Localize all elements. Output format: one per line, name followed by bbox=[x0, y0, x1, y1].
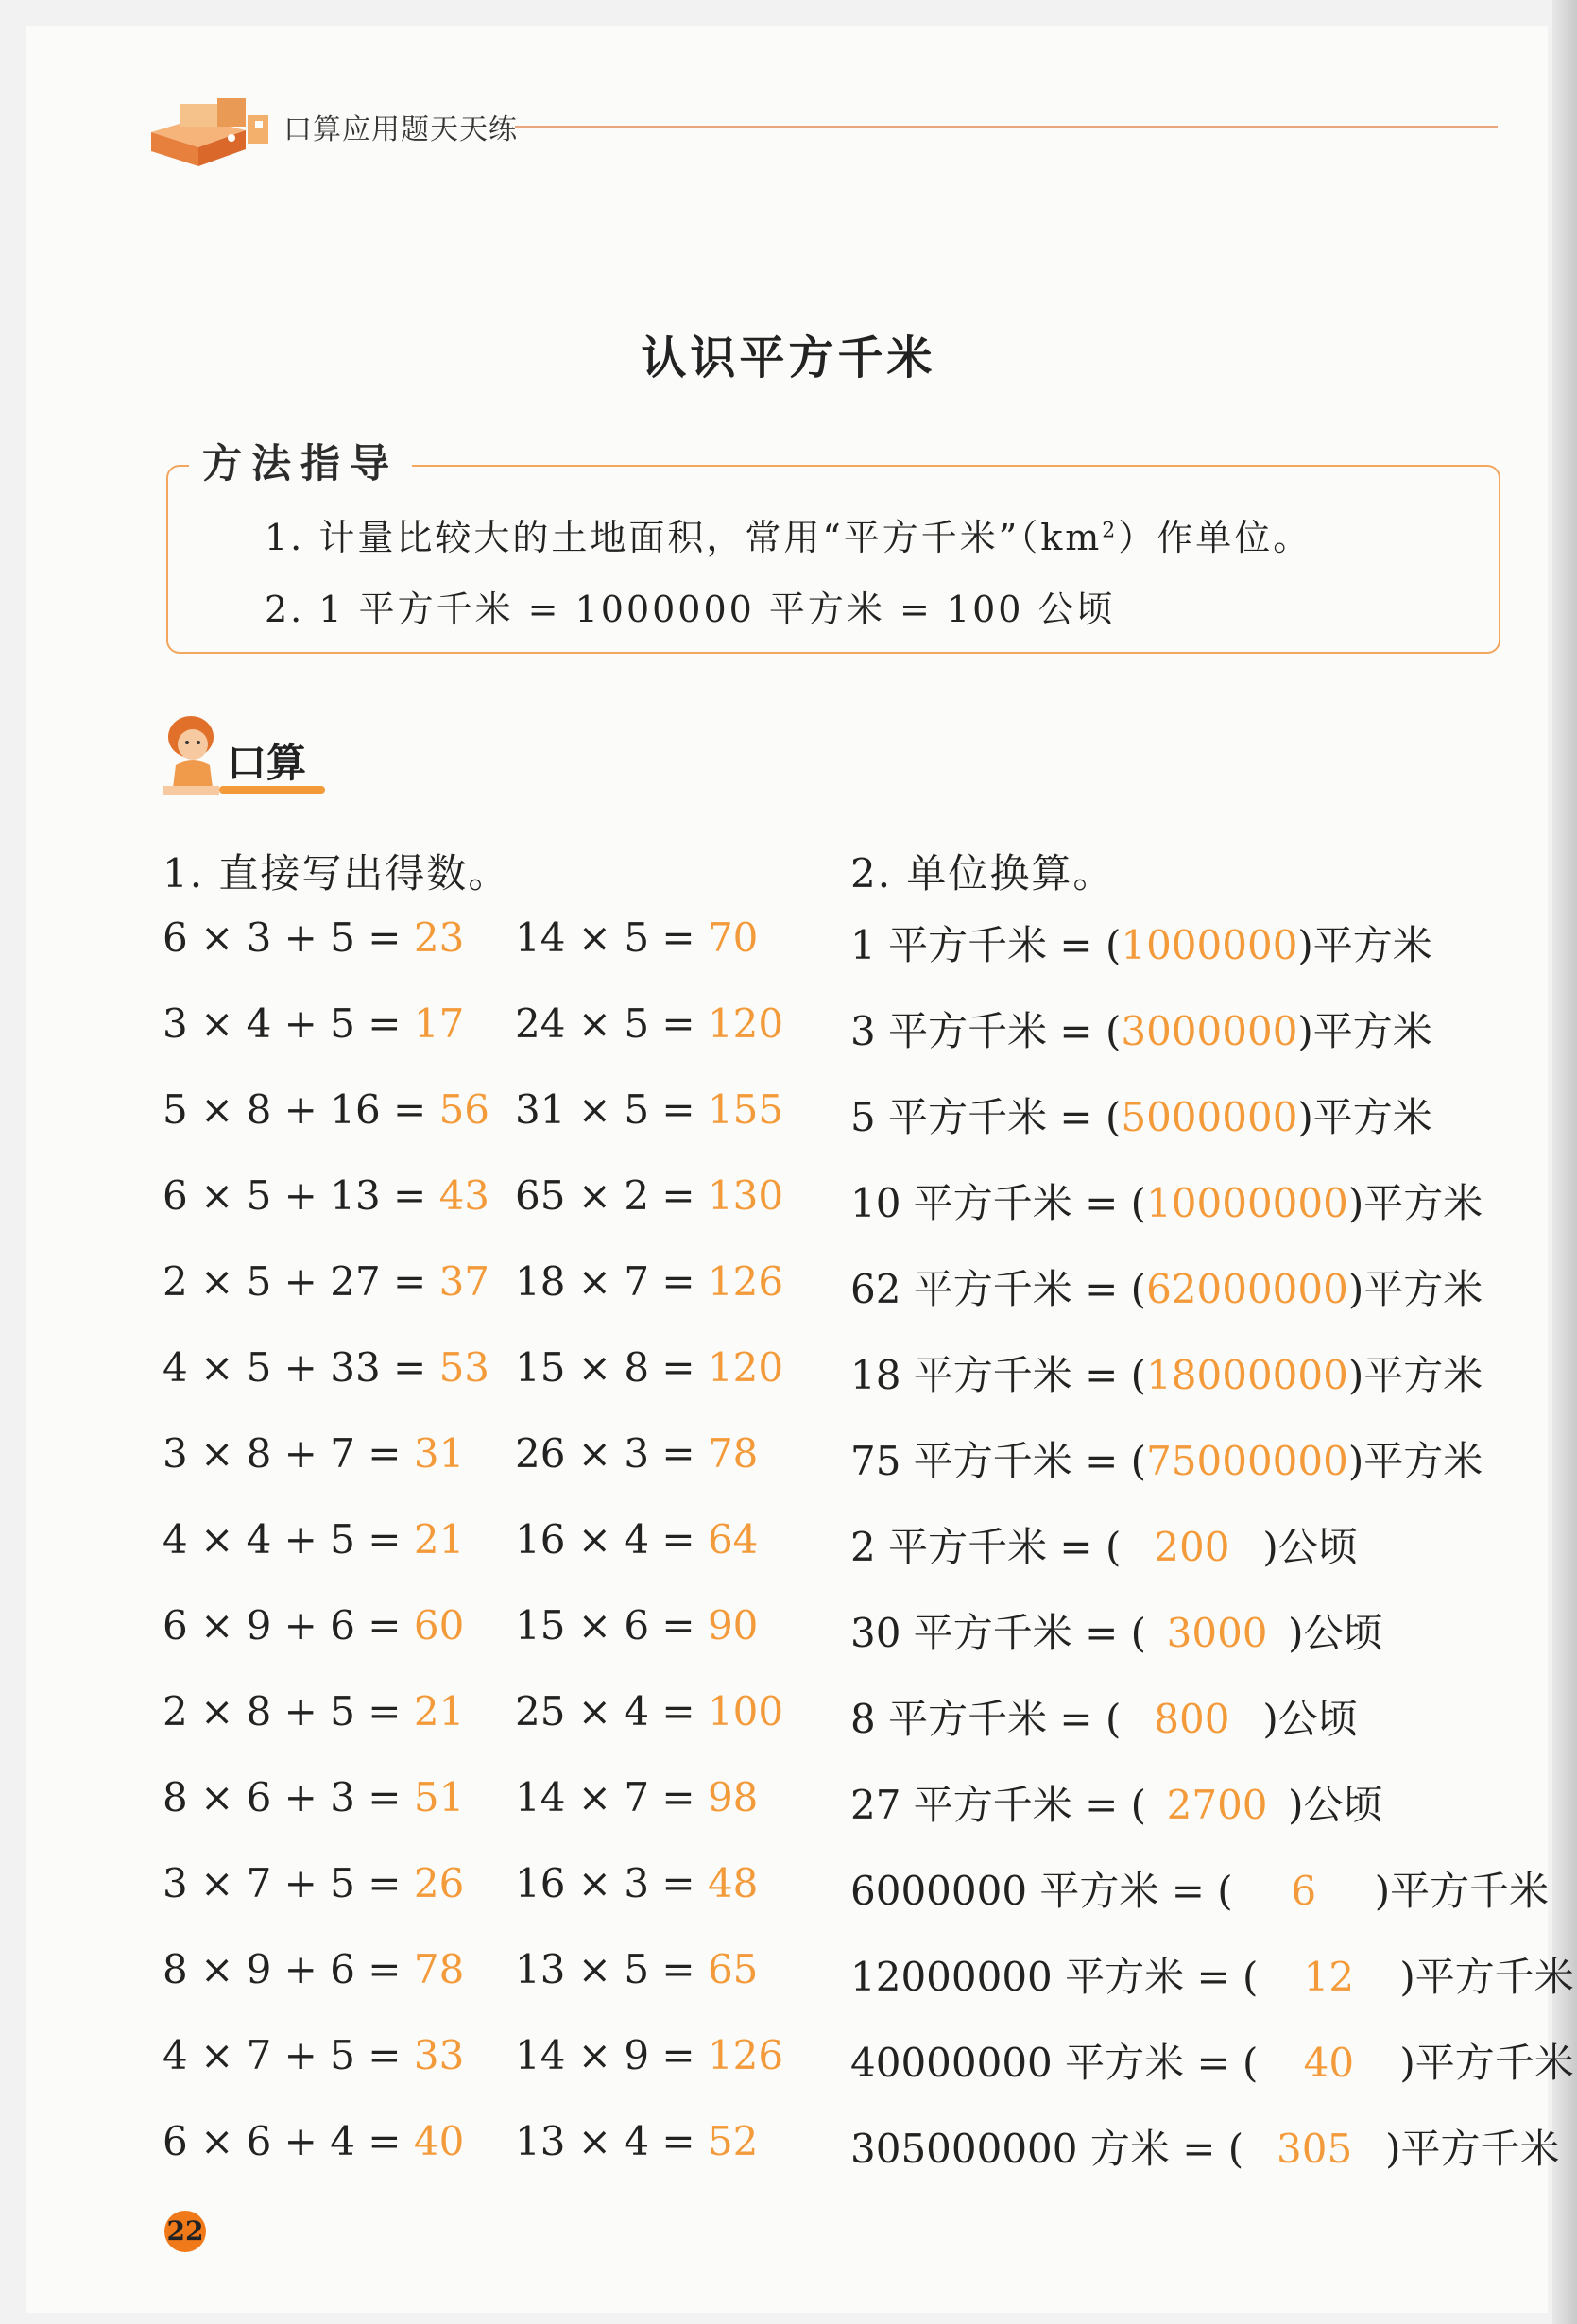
equation-row bbox=[515, 1860, 783, 1946]
section-underline bbox=[219, 786, 325, 794]
conversion-row bbox=[850, 1774, 1574, 1860]
conversion-prefix: 8 平方千米 = ( bbox=[850, 1696, 1122, 1742]
equation-expression: 4 × 5 + 33 = bbox=[163, 1344, 439, 1391]
conversion-prefix: 30 平方千米 = ( bbox=[850, 1610, 1147, 1656]
conversion-unit: )平方米 bbox=[1347, 1352, 1483, 1398]
equation-expression: 5 × 8 + 16 = bbox=[163, 1086, 439, 1133]
equation-expression: 65 × 2 = bbox=[515, 1172, 708, 1219]
equation-expression: 8 × 6 + 3 = bbox=[163, 1774, 414, 1820]
method-line-1-superscript: 2 bbox=[1102, 519, 1119, 543]
conversion-answer: 12 bbox=[1303, 1954, 1355, 2000]
conversion-row bbox=[850, 1430, 1574, 1516]
equation-row bbox=[515, 1344, 783, 1430]
equation-expression: 4 × 4 + 5 = bbox=[163, 1516, 414, 1563]
equation-row bbox=[515, 1602, 783, 1688]
equation-answer: 120 bbox=[707, 1344, 784, 1391]
equation-row bbox=[163, 1258, 489, 1344]
conversion-answer: 3000000 bbox=[1121, 1008, 1298, 1054]
equation-row bbox=[163, 1688, 489, 1774]
equation-expression: 6 × 5 + 13 = bbox=[163, 1172, 439, 1219]
equation-row bbox=[163, 1000, 489, 1086]
conversion-unit: )公顷 bbox=[1262, 1696, 1358, 1742]
equation-row bbox=[163, 1774, 489, 1860]
conversion-row bbox=[850, 1172, 1574, 1258]
conversion-answer: 5000000 bbox=[1121, 1094, 1298, 1140]
conversion-unit: )公顷 bbox=[1262, 1524, 1358, 1570]
equation-answer: 120 bbox=[707, 1000, 784, 1047]
question-1-heading: 1. 直接写出得数。 bbox=[163, 850, 510, 897]
conversion-answer: 2700 bbox=[1166, 1782, 1268, 1828]
equation-answer: 21 bbox=[413, 1516, 465, 1563]
conversion-unit: )平方米 bbox=[1297, 1008, 1432, 1054]
equation-answer: 126 bbox=[707, 1258, 784, 1305]
equation-row bbox=[515, 1688, 783, 1774]
header-rule bbox=[515, 126, 1498, 128]
conversion-row bbox=[850, 1602, 1574, 1688]
conversion-prefix: 5 平方千米 = ( bbox=[850, 1094, 1122, 1140]
conversion-prefix: 27 平方千米 = ( bbox=[850, 1782, 1147, 1828]
conversion-prefix: 2 平方千米 = ( bbox=[850, 1524, 1122, 1570]
equation-row bbox=[163, 1086, 489, 1172]
conversion-row bbox=[850, 1516, 1574, 1602]
equation-row bbox=[163, 914, 489, 1000]
conversion-unit: )平方千米 bbox=[1385, 2126, 1560, 2172]
equation-answer: 31 bbox=[413, 1430, 465, 1477]
equation-answer: 64 bbox=[707, 1516, 759, 1563]
equation-expression: 15 × 6 = bbox=[515, 1602, 708, 1649]
conversion-prefix: 12000000 平方米 = ( bbox=[850, 1954, 1259, 2000]
conversion-row bbox=[850, 1860, 1574, 1946]
conversion-row bbox=[850, 1000, 1574, 1086]
equation-expression: 24 × 5 = bbox=[515, 1000, 708, 1047]
unit-conversion-column bbox=[850, 914, 1574, 2204]
conversion-row bbox=[850, 1946, 1574, 2032]
equation-row bbox=[515, 1516, 783, 1602]
equation-answer: 98 bbox=[707, 1774, 759, 1820]
conversion-row bbox=[850, 1344, 1574, 1430]
equation-answer: 17 bbox=[413, 1000, 465, 1047]
equation-row bbox=[163, 1172, 489, 1258]
equation-answer: 21 bbox=[413, 1688, 465, 1734]
page-number-badge: 22 bbox=[164, 2211, 206, 2252]
equation-expression: 16 × 3 = bbox=[515, 1860, 708, 1906]
equation-answer: 43 bbox=[438, 1172, 490, 1219]
equation-expression: 6 × 6 + 4 = bbox=[163, 2118, 414, 2164]
conversion-prefix: 1 平方千米 = ( bbox=[850, 922, 1122, 968]
equation-expression: 14 × 9 = bbox=[515, 2032, 708, 2078]
section-title: 口算 bbox=[227, 740, 307, 786]
mixed-calc-column bbox=[163, 914, 489, 2204]
conversion-answer: 6 bbox=[1291, 1868, 1317, 1914]
equation-expression: 26 × 3 = bbox=[515, 1430, 708, 1477]
equation-expression: 2 × 8 + 5 = bbox=[163, 1688, 414, 1734]
equation-answer: 60 bbox=[413, 1602, 465, 1649]
conversion-prefix: 62 平方千米 = ( bbox=[850, 1266, 1147, 1312]
conversion-prefix: 10 平方千米 = ( bbox=[850, 1180, 1147, 1226]
method-line-1 bbox=[265, 508, 1311, 560]
equation-row bbox=[163, 1344, 489, 1430]
equation-answer: 48 bbox=[707, 1860, 759, 1906]
equation-expression: 13 × 5 = bbox=[515, 1946, 708, 1992]
conversion-row bbox=[850, 1086, 1574, 1172]
conversion-row bbox=[850, 1258, 1574, 1344]
equation-row bbox=[163, 2032, 489, 2118]
question-2-heading: 2. 单位换算。 bbox=[850, 850, 1115, 897]
equation-row bbox=[163, 1602, 489, 1688]
conversion-row bbox=[850, 2118, 1574, 2204]
equation-answer: 37 bbox=[438, 1258, 490, 1305]
equation-row bbox=[515, 1086, 783, 1172]
conversion-answer: 200 bbox=[1154, 1524, 1230, 1570]
equation-row bbox=[163, 1860, 489, 1946]
conversion-unit: )平方米 bbox=[1297, 922, 1432, 968]
conversion-answer: 10000000 bbox=[1146, 1180, 1348, 1226]
equation-expression: 15 × 8 = bbox=[515, 1344, 708, 1391]
conversion-unit: )公顷 bbox=[1288, 1782, 1383, 1828]
equation-row bbox=[515, 1172, 783, 1258]
conversion-unit: )平方米 bbox=[1347, 1438, 1483, 1484]
conversion-prefix: 6000000 平方米 = ( bbox=[850, 1868, 1233, 1914]
equation-expression: 31 × 5 = bbox=[515, 1086, 708, 1133]
equation-row bbox=[515, 1946, 783, 2032]
equation-expression: 8 × 9 + 6 = bbox=[163, 1946, 414, 1992]
equation-expression: 2 × 5 + 27 = bbox=[163, 1258, 439, 1305]
equation-answer: 126 bbox=[707, 2032, 784, 2078]
equation-expression: 4 × 7 + 5 = bbox=[163, 2032, 414, 2078]
conversion-prefix: 305000000 方米 = ( bbox=[850, 2126, 1244, 2172]
conversion-prefix: 3 平方千米 = ( bbox=[850, 1008, 1122, 1054]
equation-answer: 33 bbox=[413, 2032, 465, 2078]
equation-row bbox=[515, 2118, 783, 2204]
conversion-answer: 1000000 bbox=[1121, 922, 1298, 968]
equation-row bbox=[515, 1000, 783, 1086]
conversion-unit: )平方米 bbox=[1347, 1180, 1483, 1226]
conversion-answer: 62000000 bbox=[1146, 1266, 1348, 1312]
header-title: 口算应用题天天练 bbox=[283, 113, 518, 146]
method-label: 方法指导 bbox=[189, 433, 412, 489]
conversion-answer: 75000000 bbox=[1146, 1438, 1348, 1484]
equation-row bbox=[515, 1258, 783, 1344]
equation-expression: 14 × 7 = bbox=[515, 1774, 708, 1820]
equation-answer: 65 bbox=[707, 1946, 759, 1992]
conversion-answer: 3000 bbox=[1166, 1610, 1268, 1656]
multiplication-column bbox=[515, 914, 783, 2204]
kid-mascot-icon bbox=[159, 710, 227, 801]
conversion-unit: )平方千米 bbox=[1399, 1954, 1574, 2000]
equation-expression: 6 × 3 + 5 = bbox=[163, 914, 414, 961]
equation-answer: 26 bbox=[413, 1860, 465, 1906]
equation-expression: 3 × 4 + 5 = bbox=[163, 1000, 414, 1047]
page-title: 认识平方千米 bbox=[641, 332, 936, 384]
equation-expression: 14 × 5 = bbox=[515, 914, 708, 961]
equation-row bbox=[515, 914, 783, 1000]
equation-answer: 70 bbox=[707, 914, 759, 961]
equation-answer: 52 bbox=[707, 2118, 759, 2164]
conversion-prefix: 40000000 平方米 = ( bbox=[850, 2040, 1259, 2086]
equation-answer: 130 bbox=[707, 1172, 784, 1219]
equation-expression: 3 × 7 + 5 = bbox=[163, 1860, 414, 1906]
equation-answer: 51 bbox=[413, 1774, 465, 1820]
equation-answer: 53 bbox=[438, 1344, 490, 1391]
equation-row bbox=[515, 2032, 783, 2118]
method-line-1-tail: ）作单位。 bbox=[1118, 517, 1312, 558]
conversion-answer: 800 bbox=[1154, 1696, 1230, 1742]
equation-row bbox=[163, 1516, 489, 1602]
equation-answer: 78 bbox=[707, 1430, 759, 1477]
blocks-logo-icon bbox=[142, 85, 283, 170]
equation-row bbox=[515, 1430, 783, 1516]
equation-answer: 78 bbox=[413, 1946, 465, 1992]
conversion-prefix: 75 平方千米 = ( bbox=[850, 1438, 1147, 1484]
equation-answer: 155 bbox=[707, 1086, 784, 1133]
conversion-answer: 305 bbox=[1277, 2126, 1353, 2172]
equation-answer: 40 bbox=[413, 2118, 465, 2164]
method-line-2: 2. 1 平方千米 = 1000000 平方米 = 100 公顷 bbox=[265, 589, 1116, 630]
conversion-unit: )平方千米 bbox=[1399, 2040, 1574, 2086]
conversion-prefix: 18 平方千米 = ( bbox=[850, 1352, 1147, 1398]
equation-row bbox=[515, 1774, 783, 1860]
conversion-row bbox=[850, 914, 1574, 1000]
conversion-answer: 40 bbox=[1303, 2040, 1355, 2086]
conversion-unit: )公顷 bbox=[1288, 1610, 1383, 1656]
equation-answer: 56 bbox=[438, 1086, 490, 1133]
equation-expression: 13 × 4 = bbox=[515, 2118, 708, 2164]
conversion-row bbox=[850, 1688, 1574, 1774]
equation-row bbox=[163, 2118, 489, 2204]
equation-expression: 16 × 4 = bbox=[515, 1516, 708, 1563]
conversion-answer: 18000000 bbox=[1146, 1352, 1348, 1398]
equation-answer: 90 bbox=[707, 1602, 759, 1649]
conversion-unit: )平方米 bbox=[1347, 1266, 1483, 1312]
method-line-1-text: 1. 计量比较大的土地面积，常用“平方千米”（km bbox=[265, 517, 1103, 558]
equation-answer: 100 bbox=[707, 1688, 784, 1734]
conversion-row bbox=[850, 2032, 1574, 2118]
equation-expression: 3 × 8 + 7 = bbox=[163, 1430, 414, 1477]
equation-answer: 23 bbox=[413, 914, 465, 961]
conversion-unit: )平方米 bbox=[1297, 1094, 1432, 1140]
conversion-unit: )平方千米 bbox=[1374, 1868, 1550, 1914]
equation-expression: 6 × 9 + 6 = bbox=[163, 1602, 414, 1649]
equation-expression: 18 × 7 = bbox=[515, 1258, 708, 1305]
equation-row bbox=[163, 1946, 489, 2032]
equation-row bbox=[163, 1430, 489, 1516]
equation-expression: 25 × 4 = bbox=[515, 1688, 708, 1734]
